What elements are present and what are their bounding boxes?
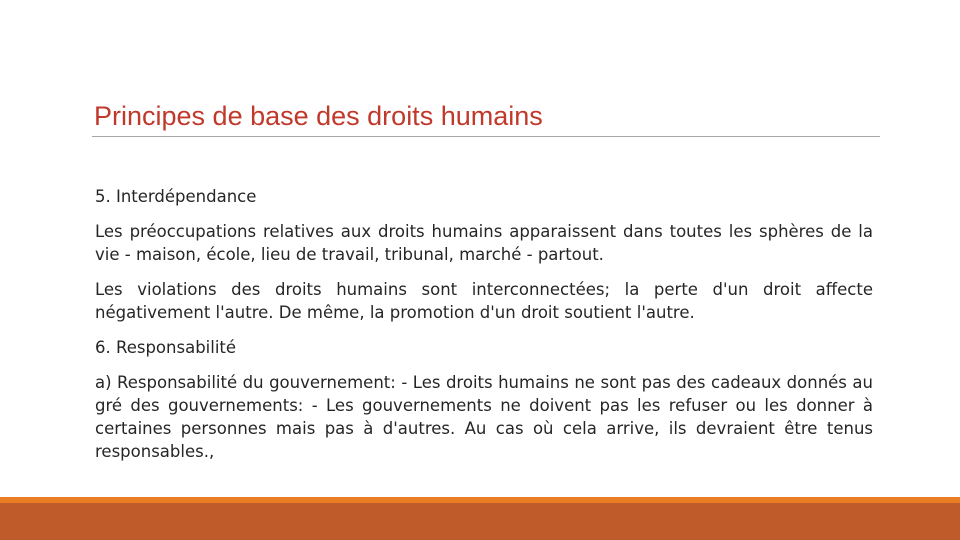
footer-band [0, 503, 960, 540]
paragraph-spheres: Les préoccupations relatives aux droits humains apparaissent dans toutes les sphères de la vie - maison, école, lieu de travail, tribunal, marché - partout. [95, 222, 873, 264]
slide-title: Principes de base des droits humains [94, 101, 543, 131]
slide-body [95, 185, 873, 475]
section-heading-interdependance: 5. Interdépendance [95, 187, 257, 206]
paragraph-gouvernement: a) Responsabilité du gouvernement: - Les droits humains ne sont pas des cadeaux donnés au gré des gouvernements: - Les gouvernements ne doivent pas les refuser ou les donner à certaines personnes mais pas à d'autres. Au cas où cela arrive, ils devraient être tenus responsables., [95, 373, 873, 461]
section-heading-responsabilite: 6. Responsabilité [95, 338, 237, 357]
paragraph-violations: Les violations des droits humains sont interconnectées; la perte d'un droit affecte négativement l'autre. De même, la promotion d'un droit soutient l'autre. [95, 280, 873, 322]
title-underline [92, 136, 880, 137]
